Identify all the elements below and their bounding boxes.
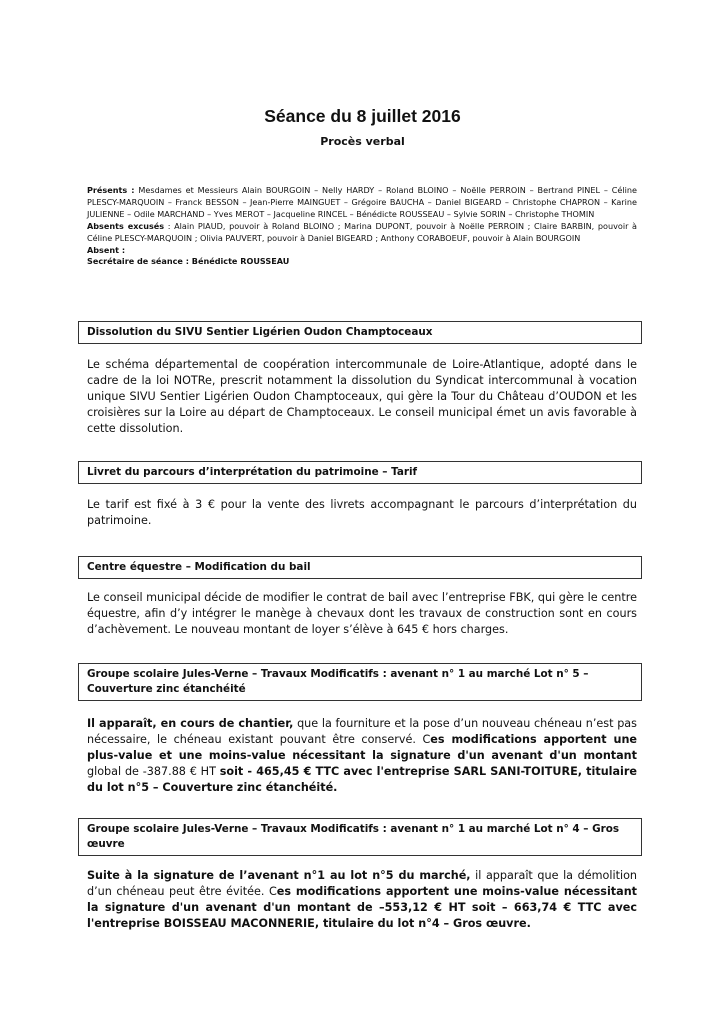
section-body-dissolution: Le schéma départemental de coopération intercommunale de Loire-Atlantique, adopté dans le cadre de la loi NOTRe, prescrit notamment la dissolution du Syndicat intercommunal à vocation unique SIVU Sentier Ligérien Oudon Champtoceaux, qui gère la Tour du Château d’OUDON et les croisières sur la Loire au départ de Champtoceaux. Le conseil municipal émet un avis favorable à cette dissolution.	[87, 358, 637, 435]
section-body-equestre: Le conseil municipal décide de modifier le contrat de bail avec l’entreprise FBK, qui gère le centre équestre, afin d’y intégrer le manège à chevaux dont les travaux de construction sont en cours d’achèvement. Le nouveau montant de loyer s’élève à 645 € hors charges.	[87, 591, 637, 636]
lot5-bold-a: es modifications apportent une plus-value et une moins-value nécessitant la signature d'un avenant d'un montant	[87, 733, 638, 762]
section-heading-livret: Livret du parcours d’interprétation du patrimoine – Tarif	[78, 461, 642, 484]
lot4-text-a: il apparaît que la démolition d’un chéneau peut être évitée. C	[87, 869, 638, 898]
lot5-text-a: que la fourniture et la pose d’un nouveau chéneau n’est pas nécessaire, le chéneau existant pouvant être conservé. C	[87, 717, 637, 746]
lot4-bold-a: es modifications apportent une moins-value nécessitant la signature d'un avenant d'un montant de –553,12 € HT soit – 663,74 € TTC avec l'entreprise BOISSEAU MACONNERIE, titulaire du lot n°4 – Gros œuvre.	[87, 885, 638, 930]
section-heading-lot5: Groupe scolaire Jules-Verne – Travaux Modificatifs : avenant n° 1 au marché Lot n° 5 – Couverture zinc étanchéité	[78, 663, 642, 701]
page-subtitle: Procès verbal	[320, 135, 405, 148]
lot5-intro: Il apparaît, en cours de chantier,	[87, 717, 294, 730]
excuses-label: Absents excusés	[87, 220, 165, 231]
section-body-livret: Le tarif est fixé à 3 € pour la vente des livrets accompagnant le parcours d’interprétation du patrimoine.	[87, 498, 637, 527]
page-title: Séance du 8 juillet 2016	[264, 106, 461, 126]
section-heading-equestre: Centre équestre – Modification du bail	[78, 556, 642, 579]
absent-label: Absent :	[87, 244, 126, 255]
lot4-intro: Suite à la signature de l’avenant n°1 au lot n°5 du marché,	[87, 869, 471, 882]
attendance-block	[87, 185, 637, 268]
section-body-lot4	[87, 868, 637, 932]
presents-line	[87, 185, 637, 221]
section-body-lot5	[87, 716, 637, 796]
section-heading-dissolution: Dissolution du SIVU Sentier Ligérien Oudon Champtoceaux	[78, 321, 642, 344]
presents-label: Présents :	[87, 185, 135, 195]
secretary-line	[87, 256, 637, 268]
lot5-bold-b: soit - 465,45 € TTC avec l'entreprise SARL SANI-TOITURE, titulaire du lot n°5 – Couverture zinc étanchéité.	[87, 765, 637, 794]
excuses-line	[87, 221, 637, 245]
presents-names: Mesdames et Messieurs Alain BOURGOIN – Nelly HARDY – Roland BLOINO – Noëlle PERROIN – Bertrand PINEL – Céline PLESCY-MARQUOIN – Franck BESSON – Jean-Pierre MAINGUET – Grégoire BAUCHA – Daniel BIGEARD – Christophe CHAPRON – Karine JULIENNE – Odile MARCHAND – Yves MEROT – Jacqueline RINCEL – Bénédicte ROUSSEAU – Sylvie SORIN – Christophe THOMIN	[87, 185, 637, 219]
excuses-names: : Alain PIAUD, pouvoir à Roland BLOINO ; Marina DUPONT, pouvoir à Noëlle PERROIN ; Claire BARBIN, pouvoir à Céline PLESCY-MARQUOIN ; Olivia PAUVERT, pouvoir à Daniel BIGEARD ; Anthony CORABOEUF, pouvoir à Alain BOURGOIN	[87, 220, 637, 243]
absent-line	[87, 245, 637, 257]
section-heading-lot4: Groupe scolaire Jules-Verne – Travaux Modificatifs : avenant n° 1 au marché Lot n° 4 – Gros œuvre	[78, 818, 642, 856]
secretary-label: Secrétaire de séance : Bénédicte ROUSSEAU	[87, 256, 290, 267]
lot5-text-b: global de -387.88 € HT	[87, 765, 220, 778]
